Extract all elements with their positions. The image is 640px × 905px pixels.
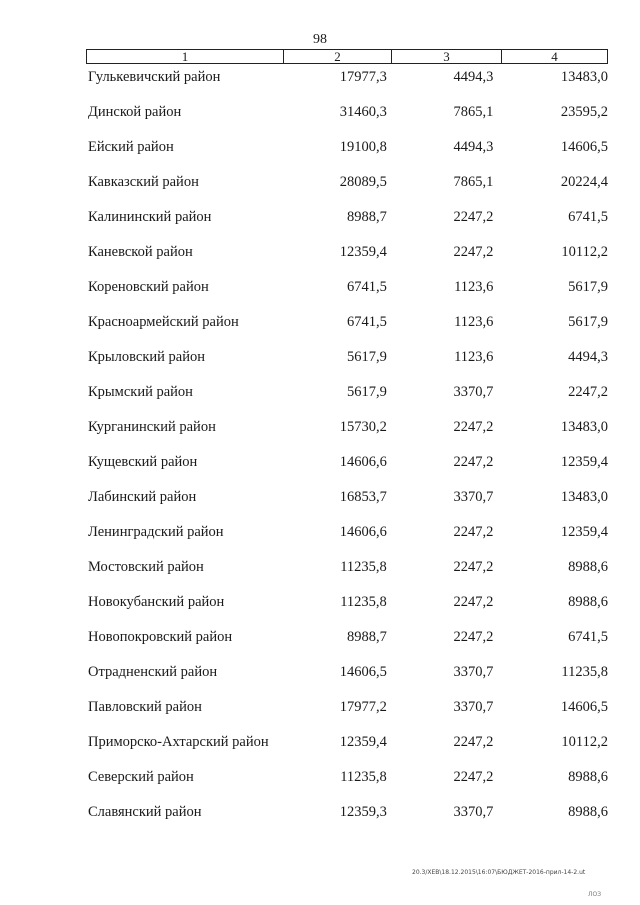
column-header-3: 3 xyxy=(391,50,501,63)
column-4-value: 12359,4 xyxy=(560,454,608,470)
table-row xyxy=(86,663,608,698)
column-4-value: 8988,6 xyxy=(568,559,608,575)
column-2-value: 11235,8 xyxy=(340,594,387,610)
table-row xyxy=(86,313,608,348)
district-name-cell: Кореновский район xyxy=(88,279,209,295)
column-4-value: 13483,0 xyxy=(560,69,608,85)
column-2-value: 8988,7 xyxy=(346,209,387,225)
column-4-value: 10112,2 xyxy=(561,734,608,750)
column-2-value: 12359,4 xyxy=(339,244,387,260)
table-row xyxy=(86,628,608,663)
table-row xyxy=(86,208,608,243)
column-2-value: 14606,6 xyxy=(339,524,387,540)
table-row xyxy=(86,418,608,453)
district-name-cell: Мостовский район xyxy=(88,559,204,575)
column-4-value: 8988,6 xyxy=(568,804,608,820)
district-name-cell: Северский район xyxy=(88,769,194,785)
column-3-value: 3370,7 xyxy=(453,804,494,820)
table-body xyxy=(86,68,608,838)
district-name-cell: Калининский район xyxy=(88,209,212,225)
table-row xyxy=(86,68,608,103)
district-name-cell: Кущевский район xyxy=(88,454,198,470)
column-4-value: 12359,4 xyxy=(560,524,608,540)
column-4-value: 5617,9 xyxy=(568,279,608,295)
column-3-value: 2247,2 xyxy=(453,244,494,260)
column-3-value: 2247,2 xyxy=(453,594,494,610)
table-row xyxy=(86,173,608,208)
district-name-cell: Крыловский район xyxy=(88,349,205,365)
table-row xyxy=(86,103,608,138)
column-2-value: 31460,3 xyxy=(339,104,387,120)
column-3-value: 2247,2 xyxy=(453,769,494,785)
column-header-4: 4 xyxy=(501,50,607,63)
column-2-value: 11235,8 xyxy=(340,559,387,575)
column-3-value: 3370,7 xyxy=(453,664,494,680)
column-3-value: 4494,3 xyxy=(453,69,494,85)
column-2-value: 5617,9 xyxy=(346,349,387,365)
column-2-value: 6741,5 xyxy=(346,314,387,330)
district-name-cell: Курганинский район xyxy=(88,419,216,435)
column-2-value: 12359,4 xyxy=(339,734,387,750)
column-3-value: 2247,2 xyxy=(453,419,494,435)
column-4-value: 11235,8 xyxy=(561,664,608,680)
column-3-value: 1123,6 xyxy=(454,349,494,365)
table-row xyxy=(86,278,608,313)
district-name-cell: Славянский район xyxy=(88,804,202,820)
district-name-cell: Гулькевичский район xyxy=(88,69,221,85)
column-4-value: 5617,9 xyxy=(568,314,608,330)
column-4-value: 13483,0 xyxy=(560,489,608,505)
district-name-cell: Ленинградский район xyxy=(88,524,224,540)
table-row xyxy=(86,523,608,558)
district-name-cell: Отрадненский район xyxy=(88,664,218,680)
column-header-2: 2 xyxy=(283,50,391,63)
table-row xyxy=(86,593,608,628)
column-3-value: 7865,1 xyxy=(453,104,494,120)
column-2-value: 11235,8 xyxy=(340,769,387,785)
column-2-value: 14606,6 xyxy=(339,454,387,470)
table-row xyxy=(86,453,608,488)
column-4-value: 6741,5 xyxy=(568,629,608,645)
column-3-value: 2247,2 xyxy=(453,209,494,225)
column-2-value: 28089,5 xyxy=(339,174,387,190)
district-name-cell: Кавказский район xyxy=(88,174,199,190)
column-2-value: 8988,7 xyxy=(346,629,387,645)
column-3-value: 1123,6 xyxy=(454,279,494,295)
column-3-value: 4494,3 xyxy=(453,139,494,155)
district-name-cell: Каневской район xyxy=(88,244,193,260)
column-4-value: 2247,2 xyxy=(568,384,608,400)
table-row xyxy=(86,488,608,523)
table-row xyxy=(86,768,608,803)
column-3-value: 3370,7 xyxy=(453,489,494,505)
column-4-value: 10112,2 xyxy=(561,244,608,260)
district-name-cell: Новопокровский район xyxy=(88,629,233,645)
table-row xyxy=(86,383,608,418)
column-3-value: 3370,7 xyxy=(453,699,494,715)
column-2-value: 16853,7 xyxy=(339,489,387,505)
district-name-cell: Крымский район xyxy=(88,384,193,400)
district-name-cell: Новокубанский район xyxy=(88,594,225,610)
column-4-value: 20224,4 xyxy=(560,174,608,190)
column-4-value: 4494,3 xyxy=(568,349,608,365)
table-row xyxy=(86,558,608,593)
district-name-cell: Приморско-Ахтарский район xyxy=(88,734,269,750)
table-row xyxy=(86,803,608,838)
column-2-value: 5617,9 xyxy=(346,384,387,400)
column-3-value: 2247,2 xyxy=(453,524,494,540)
column-3-value: 2247,2 xyxy=(453,559,494,575)
column-2-value: 15730,2 xyxy=(339,419,387,435)
column-3-value: 2247,2 xyxy=(453,734,494,750)
column-4-value: 8988,6 xyxy=(568,769,608,785)
column-header-1: 1 xyxy=(181,49,189,64)
column-3-value: 2247,2 xyxy=(453,454,494,470)
column-3-value: 7865,1 xyxy=(453,174,494,190)
column-2-value: 17977,2 xyxy=(339,699,387,715)
column-4-value: 8988,6 xyxy=(568,594,608,610)
district-name-cell: Красноармейский район xyxy=(88,314,239,330)
column-3-value: 3370,7 xyxy=(453,384,494,400)
column-3-value: 1123,6 xyxy=(454,314,494,330)
column-4-value: 6741,5 xyxy=(568,209,608,225)
table-row xyxy=(86,733,608,768)
district-name-cell: Динской район xyxy=(88,104,182,120)
table-row xyxy=(86,138,608,173)
footer-mark: ЛОЗ xyxy=(588,891,602,898)
column-3-value: 2247,2 xyxy=(453,629,494,645)
district-name-cell: Ейский район xyxy=(88,139,174,155)
district-name-cell: Павловский район xyxy=(88,699,202,715)
column-2-value: 12359,3 xyxy=(339,804,387,820)
column-4-value: 13483,0 xyxy=(560,419,608,435)
column-2-value: 6741,5 xyxy=(346,279,387,295)
column-2-value: 14606,5 xyxy=(339,664,387,680)
district-name-cell: Лабинский район xyxy=(88,489,197,505)
table-row xyxy=(86,698,608,733)
column-4-value: 14606,5 xyxy=(560,139,608,155)
table-row xyxy=(86,348,608,383)
column-2-value: 17977,3 xyxy=(339,69,387,85)
page-number: 98 xyxy=(313,32,327,47)
column-4-value: 14606,5 xyxy=(560,699,608,715)
table-row xyxy=(86,243,608,278)
table-header xyxy=(86,49,608,64)
column-2-value: 19100,8 xyxy=(339,139,387,155)
footer-file-stamp: 20.3/XEB\18.12.2015\16:07\БЮДЖЕТ-2016-прил-14-2.ut xyxy=(412,869,586,876)
column-4-value: 23595,2 xyxy=(560,104,608,120)
